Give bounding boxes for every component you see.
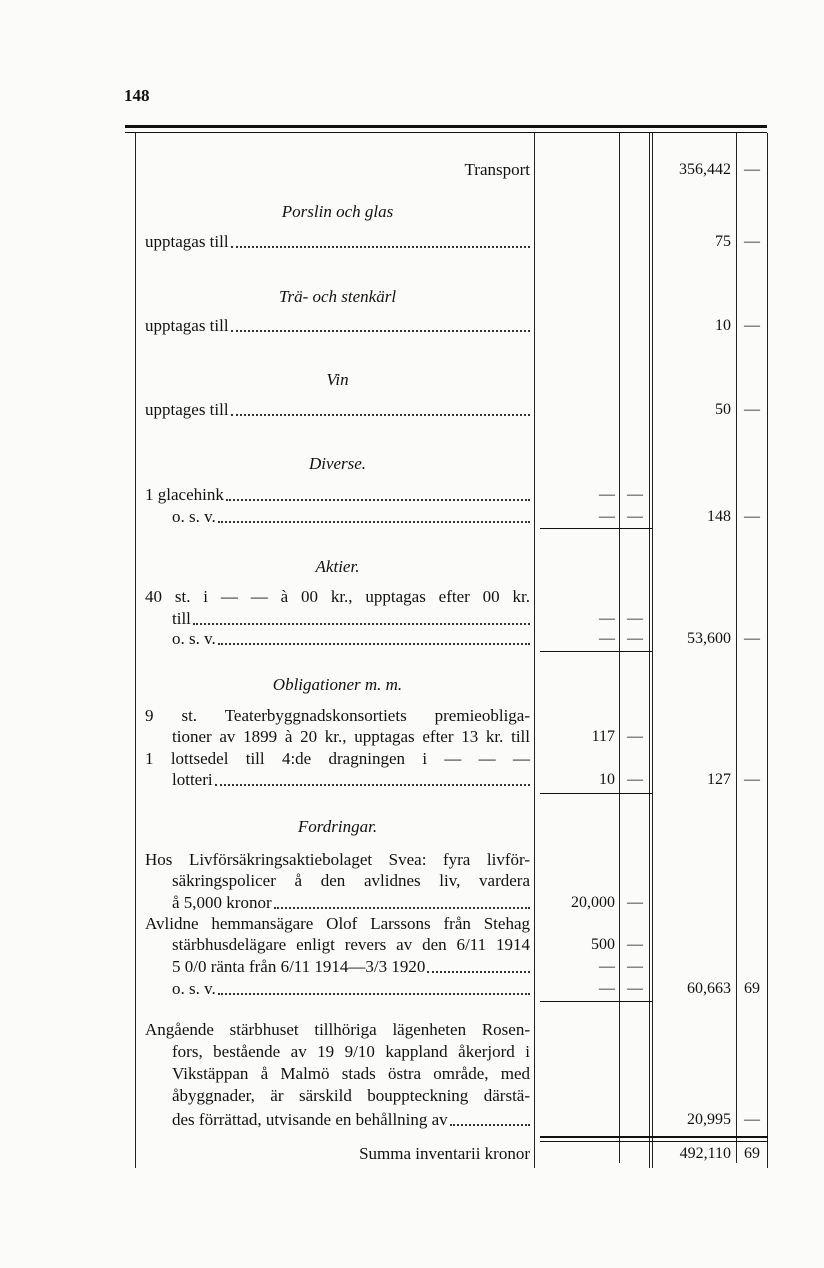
amount-kronor-sub: 500 [591,936,615,953]
amount-ore-sub: — [627,630,643,647]
row-label: 5 0/0 ränta från 6/11 1914—3/3 1920 [172,957,426,976]
row-label: till [172,609,191,628]
row-text: fors, bestående av 19 9/10 kappland åkerjord i [172,1042,530,1061]
table-row [0,1041,824,1063]
amount-ore-sub: — [627,771,643,788]
table-row [0,978,824,1000]
table-row [0,1019,824,1041]
dot-leader [193,623,530,625]
top-thin-rule [125,132,767,133]
amount-ore-total: — [744,317,760,334]
table-row [0,748,824,770]
amount-ore-sub: — [627,728,643,745]
amount-ore-sub: — [627,486,643,503]
amount-ore-total: 69 [744,980,760,997]
row-text [145,484,530,506]
row-text: Vin [326,370,349,389]
row-label: o. s. v. [172,507,216,526]
total-rule [540,1136,768,1138]
dot-leader [231,246,530,248]
row-text: 1 lottsedel till 4:de dragningen i — — — [145,749,530,768]
row-text: Hos Livförsäkringsaktiebolaget Svea: fyra livför- [145,850,530,869]
amount-ore-total: — [744,233,760,250]
amount-kronor-total: 75 [715,233,731,250]
amount-ore-sub: — [627,894,643,911]
amount-kronor-total: 10 [715,317,731,334]
dot-leader [427,971,530,973]
amount-ore-total: — [744,161,760,178]
section-heading [0,453,824,475]
amount-ore-total: — [744,1111,760,1128]
amount-kronor-total: 492,110 [679,1145,731,1162]
dot-leader [218,643,530,645]
row-text [172,608,530,630]
table-row [0,956,824,978]
dot-leader [450,1124,530,1126]
row-text [145,315,530,337]
row-text: åbyggnader, är särskild bouppteckning därstä- [172,1086,530,1105]
row-text [172,506,530,528]
row-text: Avlidne hemmansägare Olof Larssons från Stehag [145,914,530,933]
row-text: Transport [464,160,530,179]
table-row [0,705,824,727]
row-text [172,769,530,791]
page-number: 148 [124,86,150,105]
table-row [0,726,824,748]
amount-kronor-total: 53,600 [687,630,731,647]
row-text [172,628,530,650]
row-text: tioner av 1899 à 20 kr., upptagas efter 13 kr. till [172,727,530,746]
amount-kronor-total: 50 [715,401,731,418]
subtotal-rule [540,528,652,529]
row-text [145,399,530,421]
table-row [0,769,824,791]
table-row [0,628,824,650]
row-label: 1 glacehink [145,485,224,504]
amount-ore-total: — [744,401,760,418]
row-text: Summa inventarii kronor [359,1144,530,1163]
row-text [172,978,530,1000]
row-label: upptages till [145,400,229,419]
amount-kronor-total: 20,995 [687,1111,731,1128]
table-row [0,608,824,630]
row-text: Diverse. [308,454,367,473]
amount-kronor-sub: 20,000 [571,894,615,911]
top-thick-rule [125,125,767,128]
row-text [172,1109,530,1131]
amount-kronor-sub: — [599,980,615,997]
row-label: des förrättad, utvisande en behållning av [172,1110,448,1129]
section-heading [0,674,824,696]
row-label: å 5,000 kronor [172,893,272,912]
table-row [0,159,824,181]
table-row [0,484,824,506]
row-label: o. s. v. [172,979,216,998]
row-text: Angående stärbhuset tillhöriga lägenheten Rosen- [145,1020,530,1039]
section-heading [0,286,824,308]
row-text: 9 st. Teaterbyggnadskonsortiets premieobliga- [145,706,530,725]
table-row [0,1143,824,1165]
table-row [0,934,824,956]
amount-kronor-sub: — [599,958,615,975]
amount-kronor-total: 148 [707,508,731,525]
dot-leader [274,907,530,909]
amount-ore-total: — [744,771,760,788]
row-text: Trä- och stenkärl [278,287,397,306]
amount-kronor-sub: — [599,630,615,647]
table-row [0,399,824,421]
row-text: Aktier. [315,557,360,576]
row-text: Vikstäppan å Malmö stads östra område, med [172,1064,530,1083]
row-label: upptagas till [145,232,229,251]
table-row [0,231,824,253]
amount-ore-total: — [744,508,760,525]
subtotal-rule [540,793,652,794]
amount-ore-sub: — [627,610,643,627]
dot-leader [231,414,530,416]
amount-kronor-sub: 117 [591,728,615,745]
amount-ore-sub: — [627,980,643,997]
amount-ore-sub: — [627,958,643,975]
total-rule [540,1141,768,1142]
amount-kronor-total: 60,663 [687,980,731,997]
amount-kronor-total: 127 [707,771,731,788]
table-row [0,913,824,935]
table-row [0,315,824,337]
row-text: säkringspolicer å den avlidnes liv, vardera [172,871,530,890]
amount-kronor-sub: — [599,610,615,627]
row-text [172,956,530,978]
table-row [0,849,824,871]
dot-leader [218,993,530,995]
amount-ore-sub: — [627,508,643,525]
row-text: Fordringar. [297,817,378,836]
table-row [0,892,824,914]
table-row [0,586,824,608]
row-label: upptagas till [145,316,229,335]
section-heading [0,201,824,223]
subtotal-rule [540,651,652,652]
dot-leader [226,499,530,501]
amount-kronor-sub: — [599,508,615,525]
section-heading [0,556,824,578]
row-label: lotteri [172,770,213,789]
row-label: o. s. v. [172,629,216,648]
row-text [145,231,530,253]
row-text: stärbhusdelägare enligt revers av den 6/11 1914 [172,935,530,954]
section-heading [0,369,824,391]
amount-kronor-sub: 10 [599,771,615,788]
subtotal-rule [540,1001,652,1002]
table-row [0,1109,824,1131]
amount-ore-sub: — [627,936,643,953]
amount-ore-total: 69 [744,1145,760,1162]
dot-leader [231,330,530,332]
row-text: Obligationer m. m. [272,675,403,694]
amount-kronor-total: 356,442 [679,161,731,178]
table-row [0,506,824,528]
amount-ore-total: — [744,630,760,647]
table-row [0,870,824,892]
amount-kronor-sub: — [599,486,615,503]
dot-leader [218,521,530,523]
table-row [0,1085,824,1107]
table-row [0,1063,824,1085]
section-heading [0,816,824,838]
row-text: 40 st. i — — à 00 kr., upptagas efter 00 kr. [145,587,530,606]
row-text [172,892,530,914]
dot-leader [215,784,530,786]
row-text: Porslin och glas [281,202,394,221]
